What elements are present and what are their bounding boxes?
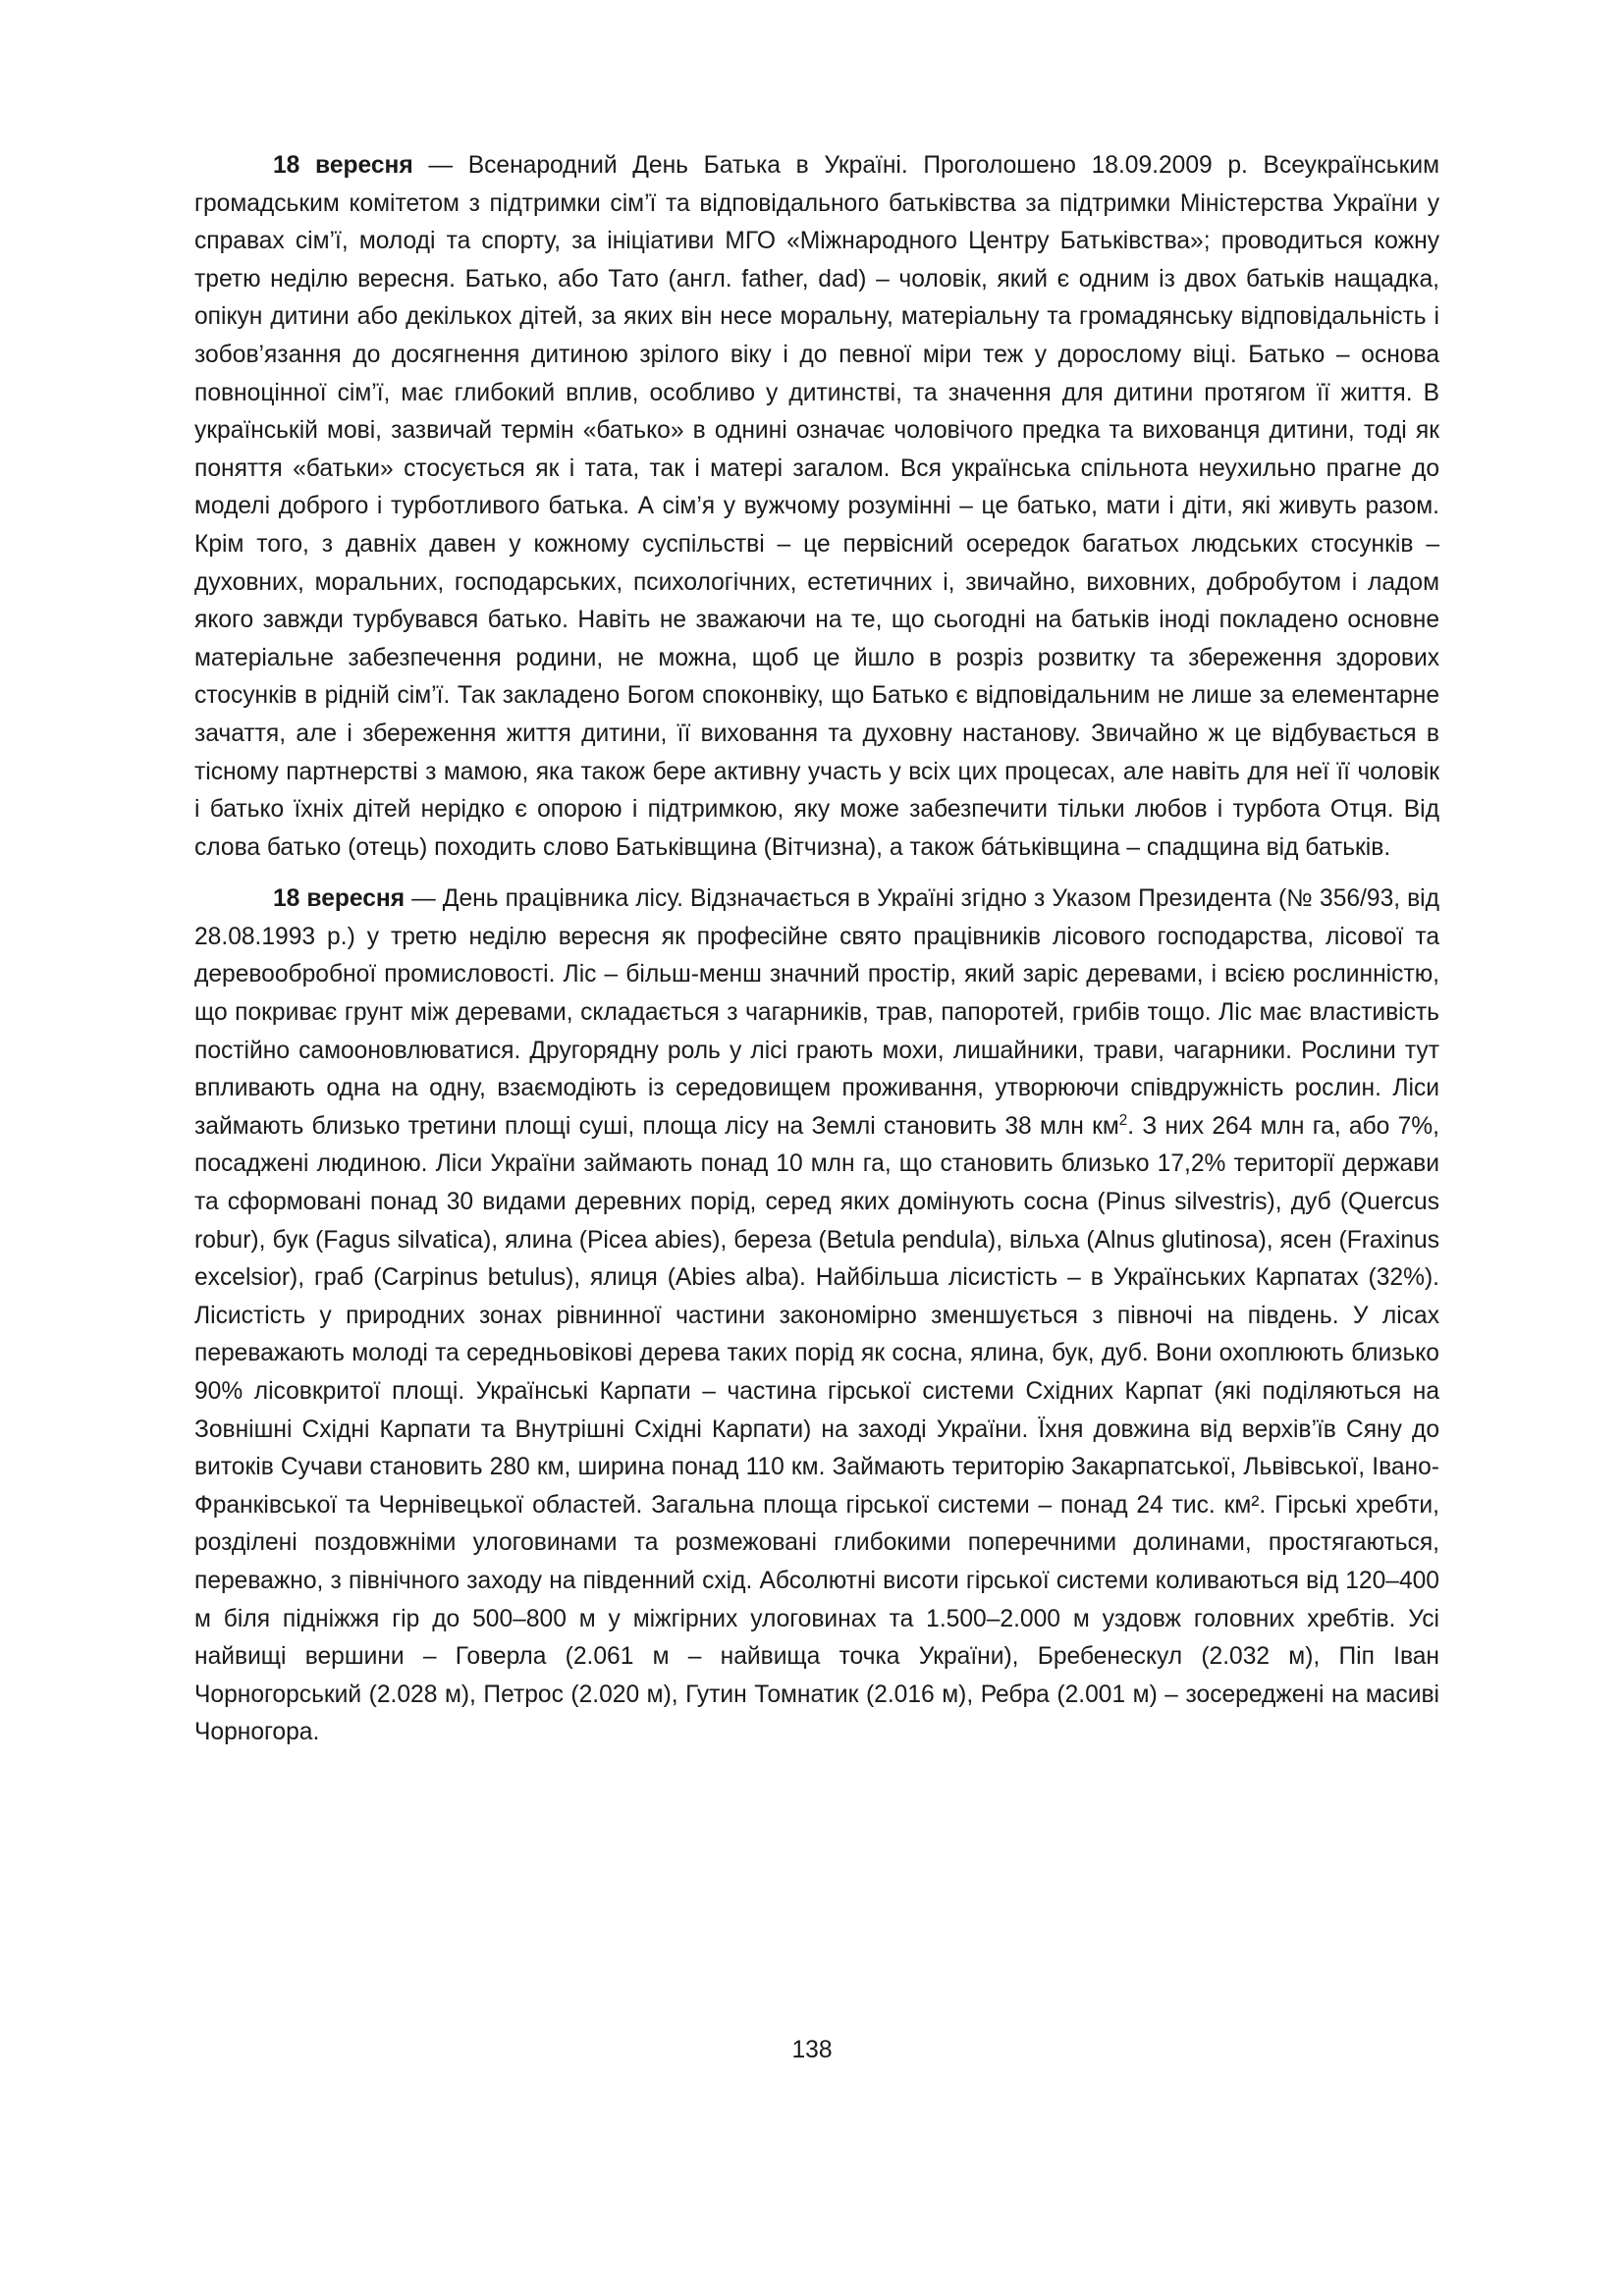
- date-label: 18 вересня: [273, 152, 413, 179]
- date-label: 18 вересня: [273, 885, 406, 913]
- page-number: 138: [791, 2037, 833, 2063]
- paragraph-fathers-day: [194, 147, 1439, 867]
- superscript: 2: [1118, 1111, 1128, 1129]
- paragraph-forest-workers-day: [194, 881, 1439, 1752]
- paragraph-text: . З них 264 млн га, або 7%, посаджені людиною. Ліси України займають понад 10 млн га, що становить близько 17,2% території держави та сформовані понад 30 видами деревних порід, серед яких домінують сосна (Pinus silvestris), дуб (Quercus robur), бук (Fagus silvatica), ялина (Picea abies), береза (Betula pendula), вільха (Alnus glutinosa), ясен (Fraxinus excelsior), граб (Carpinus betulus), ялиця (Abies alba). Найбільша лісистість – в Українських Карпатах (32%). Лісистість у природних зонах рівнинної частини закономірно зменшується з півночі на південь. У лісах переважають молоді та середньовікові дерева таких порід як сосна, ялина, бук, дуб. Вони охоплюють близько 90% лісовкритої площі. Українські Карпати – частина гірської системи Східних Карпат (які поділяються на Зовнішні Східні Карпати та Внутрішні Східні Карпати) на заході України. Їхня довжина від верхів’їв Сяну до витоків Сучави становить 280 км, ширина понад 110 км. Займають територію Закарпатської, Львівської, Івано-Франківської та Чернівецької областей. Загальна площа гірської системи – понад 24 тис. км². Гірські хребти, розділені поздовжніми улоговинами та розмежовані глибокими поперечними долинами, простягаються, переважно, з північного заходу на південний схід. Абсолютні висоти гірської системи коливаються від 120–400 м біля підніжжя гір до 500–800 м у міжгірних улоговинах та 1.500–2.000 м уздовж головних хребтів. Усі найвищі вершини – Говерла (2.061 м – найвища точка України), Бребенескул (2.032 м), Піп Іван Чорногорський (2.028 м), Петрос (2.020 м), Гутин Томнатик (2.016 м), Ребра (2.001 м) – зосереджені на масиві Чорногора.: [194, 1112, 1439, 1746]
- paragraph-text: — Всенародний День Батька в Україні. Проголошено 18.09.2009 р. Всеукраїнським громадським комітетом з підтримки сім’ї та відповідального батьківства за підтримки Міністерства України у справах сім’ї, молоді та спорту, за ініціативи МГО «Міжнародного Центру Батьківства»; проводиться кожну третю неділю вересня. Батько, або Тато (англ. father, dad) – чоловік, який є одним із двох батьків нащадка, опікун дитини або декількох дітей, за яких він несе моральну, матеріальну та громадянську відповідальність і зобов’язання до досягнення дитиною зрілого віку і до певної міри теж у дорослому віці. Батько – основа повноцінної сім’ї, має глибокий вплив, особливо у дитинстві, та значення для дитини протягом її життя. В українській мові, зазвичай термін «батько» в однині означає чоловічого предка та вихованця дитини, тоді як поняття «батьки» стосується як і тата, так і матері загалом. Вся українська спільнота неухильно прагне до моделі доброго і турботливого батька. А сім’я у вужчому розумінні – це батько, мати і діти, які живуть разом. Крім того, з давніх давен у кожному суспільстві – це первісний осередок багатьох людських стосунків – духовних, моральних, господарських, психологічних, естетичних і, звичайно, виховних, добробутом і ладом якого завжди турбувався батько. Навіть не зважаючи на те, що сьогодні на батьків іноді покладено основне матеріальне забезпечення родини, не можна, щоб це йшло в розріз розвитку та збереження здорових стосунків в рідній сім’ї. Так закладено Богом споконвіку, що Батько є відповідальним не лише за елементарне зачаття, але і збереження життя дитини, її виховання та духовну настанову. Звичайно ж це відбувається в тісному партнерстві з мамою, яка також бере активну участь у всіх цих процесах, але навіть для неї її чоловік і батько їхніх дітей нерідко є опорою і підтримкою, яку може забезпечити тільки любов і турбота Отця. Від слова батько (отець) походить слово Батьківщина (Вітчизна), а також ба́тьківщина – спадщина від батьків.: [194, 152, 1440, 861]
- page-body: [194, 147, 1439, 1766]
- paragraph-text: — День працівника лісу. Відзначається в Україні згідно з Указом Президента (№ 356/93, від 28.08.1993 р.) у третю неділю вересня як професійне свято працівників лісового господарства, лісової та деревообробної промисловості. Ліс – більш-менш значний простір, який заріс деревами, і всією рослинністю, що покриває грунт між деревами, складається з чагарників, трав, папоротей, грибів тощо. Ліс має властивість постійно самооновлюватися. Другорядну роль у лісі грають мохи, лишайники, трави, чагарники. Рослини тут впливають одна на одну, взаємодіють із середовищем проживання, утворюючи співдружність рослин. Ліси займають близько третини площі суші, площа лісу на Землі становить 38 млн км: [194, 885, 1439, 1140]
